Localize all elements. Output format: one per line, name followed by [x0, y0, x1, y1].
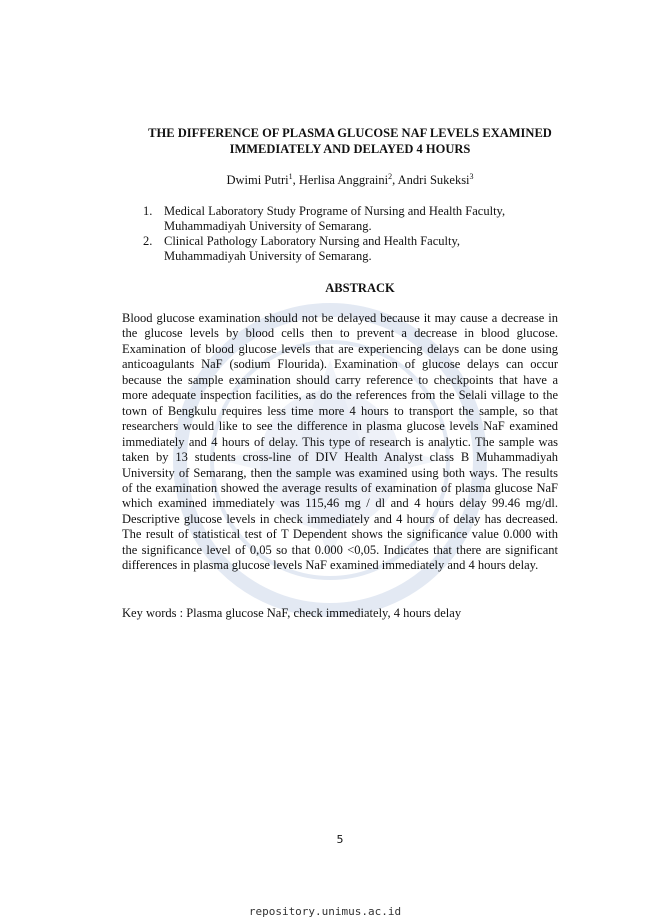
page-number: 5 — [336, 833, 344, 846]
affiliation-line: Muhammadiyah University of Semarang. — [164, 219, 372, 233]
abstract-heading: ABSTRACK — [325, 281, 395, 295]
affiliation-line: Muhammadiyah University of Semarang. — [164, 249, 372, 263]
affiliation-line: Clinical Pathology Laboratory Nursing and Health Faculty, — [164, 234, 461, 248]
keywords: Key words : Plasma glucose NaF, check immediately, 4 hours delay — [122, 606, 462, 620]
paper-title — [110, 125, 590, 157]
author-affiliation-mark: 2 — [388, 171, 393, 181]
author-name: Herlisa Anggraini — [298, 173, 389, 187]
affiliation-line: Medical Laboratory Study Programe of Nursing and Health Faculty, — [164, 204, 506, 218]
author-affiliation-mark: 1 — [288, 171, 293, 181]
affiliation-number: 1. — [143, 204, 153, 218]
paper-title-line-1: THE DIFFERENCE OF PLASMA GLUCOSE NAF LEVELS EXAMINED — [148, 126, 552, 140]
author-name: Andri Sukeksi — [397, 173, 470, 187]
author-name: Dwimi Putri — [226, 173, 289, 187]
paper-title-line-2: IMMEDIATELY AND DELAYED 4 HOURS — [229, 142, 471, 156]
author-affiliation-mark: 3 — [469, 171, 474, 181]
author-list: Dwimi Putri$^1$, Herlisa Anggraini$^2$, Andri Sukeksi$^3$ — [226, 171, 474, 187]
repository-url: repository.unimus.ac.id — [248, 905, 402, 918]
affiliation-number: 2. — [143, 234, 153, 248]
abstract-body: Blood glucose examination should not be delayed because it may cause a decrease in the glucose levels by blood cells then to prevent a decrease in blood glucose. Examination of blood glucose levels that are experiencing delays can be done using anticoagulants NaF (sodium Flourida). Examination of glucose delays can occur because the sample examination should carry reference to checkpoints that have a more adequate inspection facilities, as do the references from the Selali village to the town of Bengkulu requires less time more 4 hours to transport the sample, so that researchers would like to see the difference in plasma glucose levels NaF examined immediately and 4 hours of delay. This type of research is analytic. The sample was taken by 13 students cross-line of DIV Health Analyst class B Muhammadiyah University of Semarang, then the sample was examined using both ways. The results of the examination showed the average results of examination of plasma glucose NaF which examined immediately was 115,46 mg / dl and 4 hours delay 99.46 mg/dl. Descriptive glucose levels in check immediately and 4 hours of delay has decreased. The result of statistical test of T Dependent shows the significance value 0.000 with the significance level of 0,05 so that 0.000 <0,05. Indicates that there are significant differences in plasma glucose levels NaF examined immediately and 4 hours delay. — [122, 311, 558, 573]
